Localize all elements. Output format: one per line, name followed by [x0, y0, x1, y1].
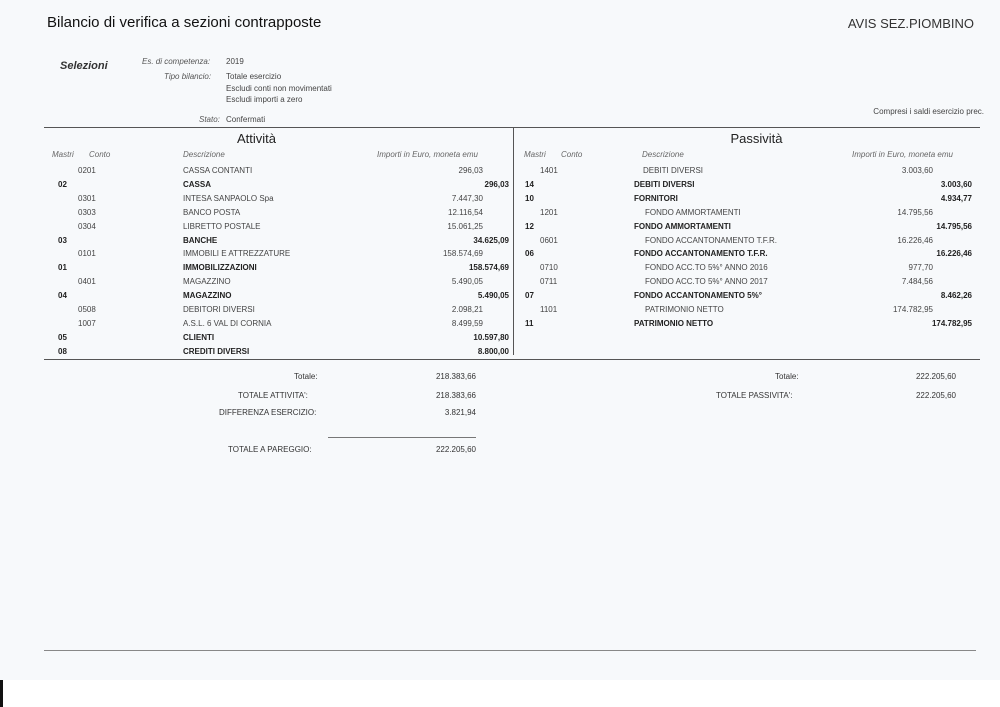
passivita-row-conto: 0601	[540, 236, 558, 245]
passivita-row-importo: 7.484,56	[901, 277, 933, 286]
passivita-row-descrizione: FONDO ACCANTONAMENTO T.F.R.	[645, 236, 778, 245]
attivita-row-descrizione: IMMOBILI E ATTREZZATURE	[183, 249, 291, 258]
stato-label: Stato:	[199, 115, 220, 124]
passivita-row-descrizione: PATRIMONIO NETTO	[645, 305, 724, 314]
option-exclude-zero: Escludi importi a zero	[226, 95, 303, 104]
es-value: 2019	[226, 57, 244, 66]
passivita-row-conto: 1201	[540, 208, 558, 217]
pareggio-label: TOTALE A PAREGGIO:	[228, 445, 312, 454]
attivita-row-mastro: 01	[58, 263, 67, 272]
attivita-row-importo: 2.098,21	[451, 305, 483, 314]
column-divider	[513, 127, 514, 355]
tipo-value: Totale esercizio	[226, 72, 282, 81]
passivita-row-descrizione: DEBITI DIVERSI	[643, 166, 704, 175]
es-label: Es. di competenza:	[142, 57, 211, 66]
attivita-row-descrizione: A.S.L. 6 VAL DI CORNIA	[183, 319, 272, 328]
passivita-col-mastri: Mastri	[524, 150, 546, 159]
attivita-row-importo: 158.574,69	[442, 249, 483, 258]
passivita-row-importo: 4.934,77	[940, 194, 972, 203]
stato-value: Confermati	[226, 115, 266, 124]
pas-totale-label: Totale:	[775, 372, 799, 381]
passivita-row-conto: 1401	[540, 166, 558, 175]
attivita-row-importo: 15.061,25	[447, 222, 483, 231]
passivita-row-mastro: 07	[525, 291, 534, 300]
passivita-row-importo: 3.003,60	[901, 166, 933, 175]
passivita-row-descrizione: FORNITORI	[634, 194, 678, 203]
attivita-row-conto: 0401	[78, 277, 96, 286]
attivita-row-descrizione: BANCHE	[183, 236, 218, 245]
pareggio-rule	[328, 437, 476, 438]
tipo-label: Tipo bilancio:	[164, 72, 212, 81]
attivita-row-mastro: 08	[58, 347, 67, 356]
passivita-row-descrizione: FONDO ACC.TO 5%° ANNO 2017	[645, 277, 768, 286]
attivita-row-descrizione: LIBRETTO POSTALE	[183, 222, 261, 231]
attivita-row-conto: 0101	[78, 249, 96, 258]
option-exclude-unmoved: Escludi conti non movimentati	[226, 84, 332, 93]
differenza-label: DIFFERENZA ESERCIZIO:	[219, 408, 317, 417]
footer-rule	[44, 650, 976, 651]
attivita-row-importo: 296,03	[484, 180, 509, 189]
passivita-row-importo: 8.462,26	[940, 291, 972, 300]
attivita-row-conto: 0201	[78, 166, 96, 175]
att-totale-label: Totale:	[294, 372, 318, 381]
totale-passivita-value: 222.205,60	[915, 391, 956, 400]
passivita-heading: Passività	[730, 131, 783, 146]
attivita-row-descrizione: CREDITI DIVERSI	[183, 347, 250, 356]
attivita-row-descrizione: CASSA CONTANTI	[183, 166, 253, 175]
attivita-row-conto: 0508	[78, 305, 96, 314]
passivita-row-mastro: 10	[525, 194, 534, 203]
attivita-row-descrizione: MAGAZZINO	[183, 277, 231, 286]
attivita-row-conto: 0304	[78, 222, 96, 231]
scan-margin	[0, 680, 1000, 707]
totale-attivita-label: TOTALE ATTIVITA':	[238, 391, 308, 400]
attivita-row-mastro: 03	[58, 236, 67, 245]
passivita-row-importo: 16.226,46	[936, 249, 972, 258]
attivita-row-mastro: 02	[58, 180, 67, 189]
passivita-row-importo: 14.795,56	[936, 222, 972, 231]
attivita-row-descrizione: BANCO POSTA	[183, 208, 241, 217]
passivita-row-conto: 0710	[540, 263, 558, 272]
attivita-row-descrizione: INTESA SANPAOLO Spa	[183, 194, 274, 203]
attivita-row-descrizione: MAGAZZINO	[183, 291, 232, 300]
differenza-value: 3.821,94	[444, 408, 476, 417]
attivita-row-importo: 7.447,30	[451, 194, 483, 203]
passivita-row-importo: 977,70	[908, 263, 933, 272]
passivita-row-descrizione: FONDO ACCANTONAMENTO T.F.R.	[634, 249, 768, 258]
attivita-col-importi: Importi in Euro, moneta emu	[377, 150, 478, 159]
attivita-row-descrizione: CLIENTI	[183, 333, 215, 342]
organization-name: AVIS SEZ.PIOMBINO	[847, 16, 974, 31]
passivita-row-descrizione: FONDO ACCANTONAMENTO 5%°	[634, 291, 762, 300]
passivita-row-importo: 174.782,95	[931, 319, 972, 328]
att-totale-value: 218.383,66	[435, 372, 476, 381]
attivita-row-importo: 8.800,00	[477, 347, 509, 356]
passivita-row-descrizione: FONDO AMMORTAMENTI	[645, 208, 741, 217]
passivita-row-mastro: 14	[525, 180, 534, 189]
attivita-row-conto: 1007	[78, 319, 96, 328]
scan-edge-mark	[0, 680, 3, 707]
passivita-row-importo: 14.795,56	[897, 208, 933, 217]
attivita-heading: Attività	[236, 131, 276, 146]
passivita-row-conto: 0711	[540, 277, 558, 286]
passivita-row-descrizione: FONDO ACC.TO 5%° ANNO 2016	[645, 263, 768, 272]
passivita-row-descrizione: FONDO AMMORTAMENTI	[634, 222, 731, 231]
attivita-row-importo: 296,03	[458, 166, 483, 175]
passivita-col-importi: Importi in Euro, moneta emu	[852, 150, 953, 159]
saldi-note: Compresi i saldi esercizio prec.	[873, 107, 984, 116]
totale-passivita-label: TOTALE PASSIVITA':	[716, 391, 793, 400]
attivita-col-conto: Conto	[89, 150, 111, 159]
passivita-col-desc: Descrizione	[642, 150, 684, 159]
passivita-col-conto: Conto	[561, 150, 583, 159]
attivita-row-importo: 34.625,09	[473, 236, 509, 245]
passivita-row-mastro: 11	[525, 319, 534, 328]
pareggio-value: 222.205,60	[435, 445, 476, 454]
attivita-row-importo: 10.597,80	[473, 333, 509, 342]
passivita-row-mastro: 12	[525, 222, 534, 231]
passivita-row-importo: 16.226,46	[897, 236, 933, 245]
attivita-col-desc: Descrizione	[183, 150, 225, 159]
attivita-row-conto: 0303	[78, 208, 96, 217]
selections-label: Selezioni	[60, 60, 108, 72]
passivita-row-descrizione: PATRIMONIO NETTO	[634, 319, 714, 328]
attivita-row-importo: 158.574,69	[468, 263, 509, 272]
attivita-row-importo: 5.490,05	[477, 291, 509, 300]
passivita-row-mastro: 06	[525, 249, 534, 258]
passivita-row-importo: 3.003,60	[940, 180, 972, 189]
attivita-row-conto: 0301	[78, 194, 96, 203]
totale-attivita-value: 218.383,66	[435, 391, 476, 400]
pas-totale-value: 222.205,60	[915, 372, 956, 381]
attivita-row-importo: 8.499,59	[451, 319, 483, 328]
rows-end-rule	[44, 359, 980, 360]
attivita-row-importo: 5.490,05	[451, 277, 483, 286]
header-rule	[44, 127, 980, 128]
passivita-row-importo: 174.782,95	[892, 305, 933, 314]
passivita-row-conto: 1101	[540, 305, 558, 314]
attivita-row-mastro: 04	[58, 291, 67, 300]
attivita-col-mastri: Mastri	[52, 150, 74, 159]
report-title: Bilancio di verifica a sezioni contrapposte	[47, 14, 322, 31]
attivita-row-descrizione: IMMOBILIZZAZIONI	[183, 263, 257, 272]
attivita-row-descrizione: CASSA	[183, 180, 212, 189]
attivita-row-importo: 12.116,54	[448, 208, 483, 217]
passivita-row-descrizione: DEBITI DIVERSI	[634, 180, 695, 189]
attivita-row-mastro: 05	[58, 333, 67, 342]
attivita-row-descrizione: DEBITORI DIVERSI	[183, 305, 255, 314]
